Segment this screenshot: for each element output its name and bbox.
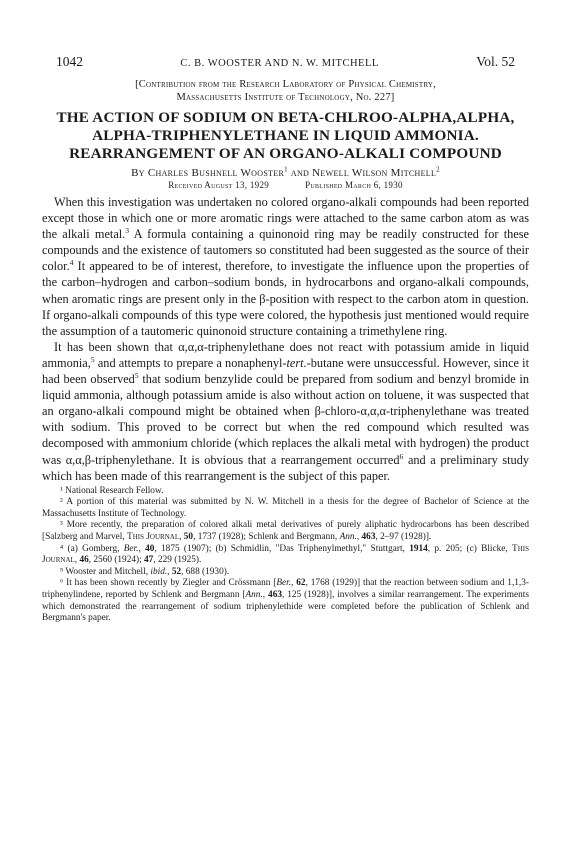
footnotes xyxy=(42,486,529,625)
contribution-line-2: Massachusetts Institute of Technology, No. 227] xyxy=(176,92,395,103)
published-date: Published March 6, 1930 xyxy=(305,180,403,190)
footnote-4: ⁴ (a) Gomberg, Ber., 40, 1875 (1907); (b) Schmidlin, "Das Triphenylmethyl," Stuttgart, 1914, p. 205; (c) Blicke, This Journal, 46, 2560 (1924); 47, 229 (1925). xyxy=(42,543,529,566)
title-line-3: REARRANGEMENT OF AN ORGANO-ALKALI COMPOUND xyxy=(69,145,502,162)
article-title xyxy=(42,109,529,163)
footnote-ref[interactable]: 2 xyxy=(436,166,440,174)
author-2: Newell Wilson Mitchell xyxy=(312,167,437,179)
footnote-ref[interactable]: 6 xyxy=(399,451,404,461)
footnote-ref[interactable]: 3 xyxy=(125,226,130,236)
footnote-ref[interactable]: 5 xyxy=(134,370,139,380)
footnote-1: ¹ National Research Fellow. xyxy=(60,485,164,496)
title-line-1: THE ACTION OF SODIUM ON BETA-CHLROO-ALPHA,ALPHA, xyxy=(56,109,515,126)
footnote-ref[interactable]: 5 xyxy=(90,354,95,364)
contribution-line-1: [Contribution from the Research Laboratory of Physical Chemistry, xyxy=(135,79,436,90)
article-body xyxy=(42,194,529,484)
contribution-note xyxy=(42,78,529,104)
paragraph-2: It has been shown that α,α,α-triphenylethane does not react with potassium amide in liquid ammonia,$^5$ and attempts to prepare a nonaphenyl-tert.-butane were unsuccessful. However, since it had been observed$^5$ that sodium benzylide could be prepared from sodium and benzyl bromide in liquid ammonia, although potassium amide is also without action on toluene, it was suspected that an organo-alkali compound might be obtained when β-chloro-α,α,α-triphenylethane was treated with sodium. This proved to be correct but when the red compound which resulted was decomposed with ammonium chloride (which replaces the alkali metal with hydrogen) the product was α,α,β-triphenylethane. It is obvious that a rearrangement occurred$^6$ and a preliminary study which has been made of this rearrangement is the subject of this paper. xyxy=(42,339,529,483)
running-head-authors: C. B. WOOSTER AND N. W. MITCHELL xyxy=(180,58,379,69)
footnote-6: ⁶ It has been shown recently by Ziegler and Crössmann [Ber., 62, 1768 (1929)] that the reaction between sodium and 1,1,3-triphenylindene, reported by Schlenk and Bergmann [Ann., 463, 125 (1928)], involves a similar rearrangement. The experiments which demonstrated the rearrangement of sodium triphenylethide were completed before the publication of Schlenk and Bergmann's paper. xyxy=(42,578,529,624)
publication-dates xyxy=(42,180,529,190)
page-number: 1042 xyxy=(56,54,83,69)
received-date: Received August 13, 1929 xyxy=(168,180,270,190)
footnote-5: ⁵ Wooster and Mitchell, ibid., 52, 688 (1930). xyxy=(60,566,230,577)
running-header xyxy=(56,54,515,70)
paragraph-1: When this investigation was undertaken no colored organo-alkali compounds had been reported except those in which one or more aromatic rings were attached to the same carbon atom as was the alkali metal.$^3$ A formula containing a quinonoid ring may be readily constructed for these compounds and the existence of tautomers so constituted had been suggested as the source of their color.$^4$ It appeared to be of interest, therefore, to investigate the influence upon the properties of the carbon–hydrogen and carbon–sodium bonds, in hydrocarbons and organo-alkali compounds, when aromatic rings are present only in the β-position with respect to the carbon atom in question. If organo-alkali compounds of this type were colored, the hypothesis just mentioned would require the assumption of a tautomeric quinonoid structure containing a trimethylene ring. xyxy=(42,195,529,338)
title-line-2: ALPHA-TRIPHENYLETHANE IN LIQUID AMMONIA. xyxy=(92,127,479,144)
footnote-2: ² A portion of this material was submitted by N. W. Mitchell in a thesis for the degree of Bachelor of Science at the Massachusetts Institute of Technology. xyxy=(42,497,529,519)
volume-label: Vol. 52 xyxy=(476,54,515,69)
author-1: Charles Bushnell Wooster xyxy=(147,167,285,179)
footnote-3: ³ More recently, the preparation of colored alkali metal derivatives of purely aliphatic hydrocarbons has been described [Salzberg and Marvel, This Journal, 50, 1737 (1928); Schlenk and Bergmann, Ann., 463, 2–97 (1928)]. xyxy=(42,520,529,543)
footnote-ref[interactable]: 1 xyxy=(284,166,288,174)
footnote-ref[interactable]: 4 xyxy=(69,258,74,268)
byline: By Charles Bushnell Wooster$^1$ and Newell Wilson Mitchell$^2$ xyxy=(131,166,440,179)
